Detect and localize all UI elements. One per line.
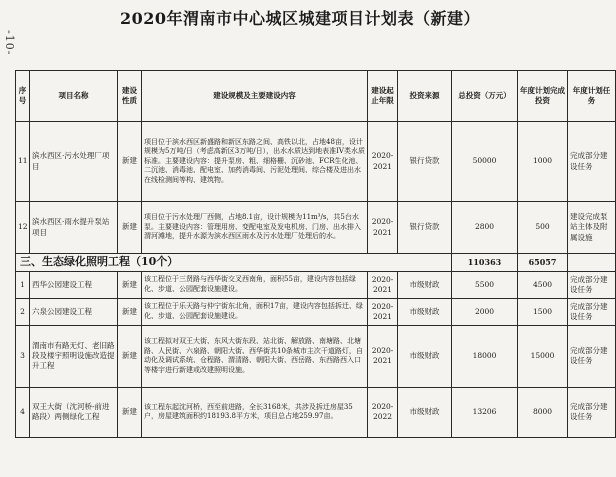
header-content: 建设规模及主要建设内容	[142, 71, 368, 122]
cell-content: 该工程东起沈河桥，西至前进路，全长3168米，共涉及拆迁房屋35户，房屋建筑面积约18193.8平方米，项目总占地259.97亩。	[142, 387, 368, 437]
cell-total: 13206	[452, 387, 518, 437]
cell-annual: 1500	[518, 298, 568, 325]
cell-total: 50000	[452, 122, 518, 202]
cell-total: 2000	[452, 298, 518, 325]
cell-name: 六泉公园建设工程	[30, 298, 118, 325]
cell-period: 2020-2021	[368, 122, 398, 202]
cell-source: 银行贷款	[398, 122, 452, 202]
cell-nature: 新建	[118, 325, 142, 387]
section-annual: 65057	[518, 254, 568, 272]
project-table	[15, 70, 616, 438]
cell-total: 5500	[452, 271, 518, 298]
cell-name: 渭南市有路无灯、老旧路段及楼宇照明设施改造提升工程	[30, 325, 118, 387]
cell-annual: 500	[518, 202, 568, 254]
table-row	[16, 122, 616, 202]
cell-period: 2020-2021	[368, 271, 398, 298]
cell-source: 市级财政	[398, 271, 452, 298]
cell-seq: 3	[16, 325, 30, 387]
cell-name: 滨水西区·污水处理厂项目	[30, 122, 118, 202]
cell-annual: 1000	[518, 122, 568, 202]
cell-source: 市级财政	[398, 325, 452, 387]
cell-name: 西华公园建设工程	[30, 271, 118, 298]
table-header-row	[16, 71, 616, 122]
cell-period: 2020-2021	[368, 298, 398, 325]
cell-total: 18000	[452, 325, 518, 387]
table-row	[16, 298, 616, 325]
section-title: 三、生态绿化照明工程（10个）	[16, 254, 452, 272]
cell-source: 市级财政	[398, 298, 452, 325]
cell-content: 该工程位于乐天路与仲宁街东北角，面积17亩，建设内容包括拆迁、绿化、步道、公园配套设施建设。	[142, 298, 368, 325]
cell-total: 2800	[452, 202, 518, 254]
cell-nature: 新建	[118, 298, 142, 325]
header-period: 建设起止年限	[368, 71, 398, 122]
cell-content: 项目位于滨水西区新盛路和新区东路之间、高铁以北，占地48亩，设计规模为5万吨/日（考虑高新区3万吨/日），出水水质达到地表准IV类水质标准。主要建设内容：提升泵房、粗、细格栅、沉砂池、FCR生化池、二沉池、消毒池、配电室、加药消毒间、污泥处理间、综合楼及进出水在线检测间等构、建筑物。	[142, 122, 368, 202]
page-title: 2020年渭南市中心城区城建项目计划表（新建）	[119, 9, 481, 28]
cell-source: 市级财政	[398, 387, 452, 437]
cell-nature: 新建	[118, 387, 142, 437]
cell-period: 2020-2021	[368, 202, 398, 254]
table-row	[16, 325, 616, 387]
cell-annual-task: 完成部分建设任务	[568, 271, 616, 298]
cell-annual-task: 建设完成泵站主体及附属设施	[568, 202, 616, 254]
page-number: -10-	[3, 30, 16, 56]
cell-annual: 8000	[518, 387, 568, 437]
cell-nature: 新建	[118, 122, 142, 202]
cell-seq: 12	[16, 202, 30, 254]
cell-name: 双王大街（沈河桥-前进路段）两侧绿化工程	[30, 387, 118, 437]
table-row	[16, 387, 616, 437]
header-annual: 年度计划完成投资	[518, 71, 568, 122]
cell-name: 滨水西区·雨水提升泵站项目	[30, 202, 118, 254]
header-seq: 序号	[16, 71, 30, 122]
cell-source: 银行贷款	[398, 202, 452, 254]
cell-annual: 15000	[518, 325, 568, 387]
cell-nature: 新建	[118, 202, 142, 254]
section-row	[16, 254, 616, 272]
cell-annual: 4500	[518, 271, 568, 298]
cell-seq: 4	[16, 387, 30, 437]
cell-content: 该工程拟对双王大街、东风大街东段、站北街、解放路、南塘路、北塘路、人民街、六泉路、朝阳大街、西华街共10条城市主次干道路灯，自动化及调试系统、仓程路、渭清路、朝阳大街、西岳路、东西路西入口等楼宇进行新建或改建照明设施。	[142, 325, 368, 387]
table-row	[16, 202, 616, 254]
cell-content: 项目位于污水处理厂西侧，占地8.1亩，设计规模为11m³/s，共5台水泵。主要建设内容：管理用房、变配电室及发电机房、门房、出水排入渭河滩地，提升水源为滨水西区雨水及污水处理厂处理后的水。	[142, 202, 368, 254]
cell-seq: 11	[16, 122, 30, 202]
cell-annual-task: 完成部分建设任务	[568, 325, 616, 387]
cell-content: 该工程位于三贤路与西华街交叉西南角，面积55亩，建设内容包括绿化、步道、公园配套设施建设。	[142, 271, 368, 298]
header-annual-task: 年度计划任务	[568, 71, 616, 122]
cell-seq: 1	[16, 271, 30, 298]
section-empty-cell	[568, 254, 616, 272]
cell-nature: 新建	[118, 271, 142, 298]
cell-annual-task: 完成部分建设任务	[568, 122, 616, 202]
header-name: 项目名称	[30, 71, 118, 122]
cell-period: 2020-2021	[368, 325, 398, 387]
header-nature: 建设性质	[118, 71, 142, 122]
header-source: 投资来源	[398, 71, 452, 122]
cell-annual-task: 完成部分建设任务	[568, 387, 616, 437]
cell-annual-task: 完成部分建设任务	[568, 298, 616, 325]
section-total: 110363	[452, 254, 518, 272]
header-total: 总投资（万元）	[452, 71, 518, 122]
cell-period: 2020-2022	[368, 387, 398, 437]
table-row	[16, 271, 616, 298]
cell-seq: 2	[16, 298, 30, 325]
